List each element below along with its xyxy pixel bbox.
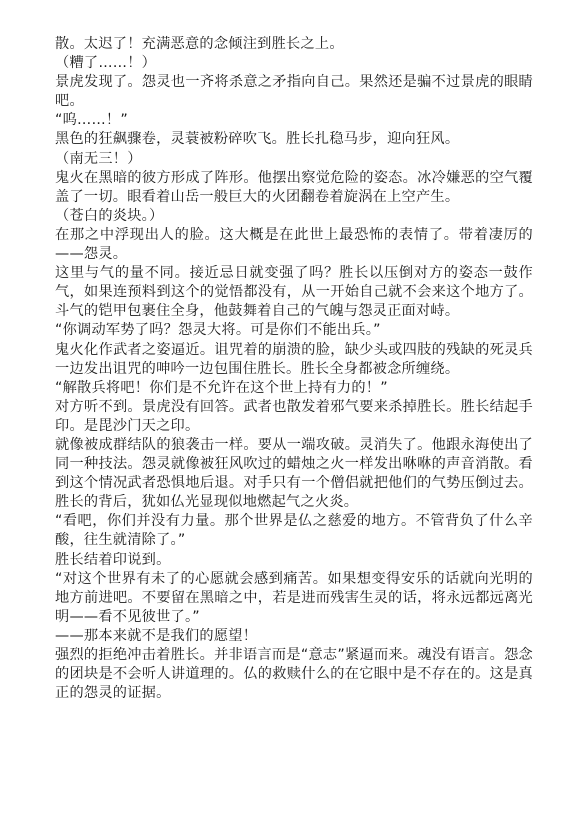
paragraph: 这里与气的量不同。接近忌日就变强了吗？胜长以压倒对方的姿态一鼓作气，如果连预料到这个的觉悟都没有，从一开始自己就不会来这个地方了。斗气的铠甲包裹住全身，他鼓舞着自己的气魄与怨灵正面对峙。 <box>55 265 533 320</box>
paragraph: “你调动军势了吗？怨灵大将。可是你们不能出兵。” <box>55 322 381 339</box>
paragraph: 胜长结着印说到。 <box>55 551 171 568</box>
paragraph: 强烈的拒绝冲击着胜长。并非语言而是“意志”紧逼而来。魂没有语言。怨念的团块是不会听人讲道理的。仏的救赎什么的在它眼中是不存在的。这是真正的怨灵的证据。 <box>55 647 533 702</box>
paragraph: 散。太迟了！充满恶意的念倾注到胜长之上。 <box>55 36 344 52</box>
paragraph: （南无三！） <box>55 150 142 167</box>
paragraph: “呜……！” <box>55 112 128 129</box>
paragraph: 对方听不到。景虎没有回答。武者也散发着邪气要来杀掉胜长。胜长结起手印。是毘沙门天之印。 <box>55 398 533 434</box>
paragraph: （糟了……！） <box>55 55 157 72</box>
paragraph: 鬼火在黑暗的彼方形成了阵形。他摆出察觉危险的姿态。冰冷嫌恶的空气覆盖了一切。眼看着山岳一般巨大的火团翻卷着旋涡在上空产生。 <box>55 169 533 205</box>
paragraph: ——那本来就不是我们的愿望！ <box>55 627 258 644</box>
document-page <box>55 35 533 703</box>
paragraph: “看吧，你们并没有力量。那个世界是仏之慈爱的地方。不管背负了什么辛酸，往生就清除了。” <box>55 513 533 549</box>
paragraph: 鬼火化作武者之姿逼近。诅咒着的崩溃的脸，缺少头或四肢的残缺的死灵兵一边发出诅咒的呻吟一边包围住胜长。胜长全身都被念所缠绕。 <box>55 341 533 377</box>
paragraph: “解散兵将吧！你们是不允许在这个世上持有力的！” <box>55 379 388 396</box>
paragraph: 景虎发现了。怨灵也一齐将杀意之矛指向自己。果然还是骗不过景虎的眼睛吧。 <box>55 74 533 110</box>
paragraph: “对这个世界有未了的心愿就会感到痛苦。如果想变得安乐的话就向光明的地方前进吧。不要留在黑暗之中，若是进而残害生灵的话，将永远都远离光明——看不见彼世了。” <box>55 570 533 625</box>
paragraph: 在那之中浮现出人的脸。这大概是在此世上最恐怖的表情了。带着凄厉的——怨灵。 <box>55 226 533 263</box>
paragraph: 黑色的狂飙骤卷，灵蓑被粉碎吹飞。胜长扎稳马步，迎向狂风。 <box>55 131 460 148</box>
paragraph: 就像被成群结队的狼袭击一样。要从一端攻破。灵消失了。他跟永海使出了同一种技法。怨灵就像被狂风吹过的蜡烛之火一样发出咻咻的声音消散。看到这个情况武者恐惧地后退。对手只有一个僧侣就把他们的气势压倒过去。胜长的背后，犹如仏光显现似地燃起气之火炎。 <box>55 436 533 511</box>
paragraph: （苍白的炎块。） <box>55 207 164 224</box>
